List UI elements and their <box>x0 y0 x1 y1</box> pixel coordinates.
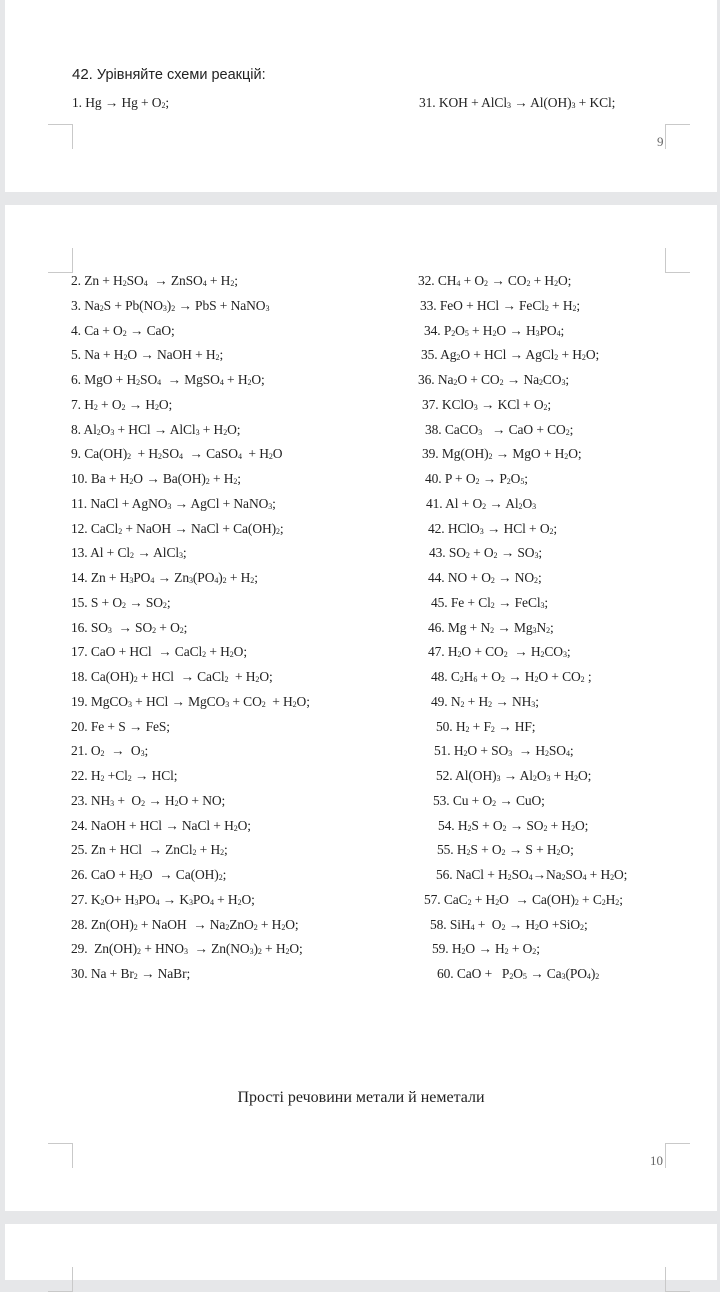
equation-36: 36. $Na_2O + CO_2 \to Na_2CO_3$; <box>418 372 570 387</box>
equation-51: 51. $H_2O + SO_3 \to H_2SO_4$; <box>434 743 574 759</box>
equation-50: 50. $H_2 + F_2$ → HF; <box>436 718 536 734</box>
equation-7: 7. $H_2 + O_2 \to H_2O$; <box>71 396 173 412</box>
equation-38: 38. CaCO$_3$ → CaO + $CO_2$; <box>425 421 574 437</box>
equation-49: 49. $N_2 + H_2 \to NH_3$; <box>431 693 539 709</box>
margin-corner-bottom-left <box>48 1143 73 1168</box>
equation-3: 3. $Na_2S + Pb(NO_3)_2$ → PbS + NaNO$_3$ <box>71 297 270 313</box>
equation-43: 43. $SO_2 + O_2 \to SO_3$; <box>429 545 543 561</box>
equation-13: 13. $Al + Cl_2$ → AlCl$_3$; <box>71 545 187 561</box>
equation-40: 40. $P + O_2 \to P_2O_5$; <box>425 471 528 486</box>
equation-56: 56. NaCl + $H_2SO_4\to Na_2SO_4 + H_2O$; <box>436 867 628 882</box>
page-number: 10 <box>650 1153 663 1168</box>
equation-41: 41. $Al + O_2 \to Al_2O_3$ <box>426 495 537 511</box>
equation-4: 4. $Ca + O_2$ → CaO; <box>71 322 175 338</box>
equation-26: 26. CaO + $H_2O \to Ca(OH)_2$; <box>71 867 227 882</box>
equation-27: 27. $K_2O+ H_3PO_4 \to K_3PO_4 + H_2O$; <box>71 891 255 907</box>
equation-59: 59. $H_2O \to H_2 + O_2$; <box>432 941 540 957</box>
equation-31: 31. KOH + AlCl$_3$ → $Al(OH)_3$ + KCl; <box>419 95 616 110</box>
equation-45: 45. $Fe + Cl_2$ → FeCl$_3$; <box>431 594 549 610</box>
equation-60: 60. CaO + $P_2O_5 \to Ca_3(PO_4)_2$ <box>437 966 600 981</box>
margin-corner-top-right <box>665 248 690 273</box>
equation-6: 6. MgO + $H_2SO_4$ → MgSO$_4$ + $H_2O$; <box>71 372 265 387</box>
margin-corner-bottom-right <box>665 124 690 149</box>
equation-52: 52. $Al(OH)_3 \to Al_2O_3 + H_2O$; <box>436 768 592 783</box>
equation-21: 21. $O_2 \to O_3$; <box>71 743 149 759</box>
equation-16: 16. $SO_3 \to SO_2 + O_2$; <box>71 619 188 635</box>
equation-28: 28. $Zn(OH)_2$ + NaOH → $Na_2ZnO_2 + H_2O$; <box>71 916 299 932</box>
task-title <box>72 66 266 83</box>
document-page-10 <box>5 205 717 1211</box>
equation-8: 8. $Al_2O_3$ + HCl → AlCl$_3$ + $H_2O$; <box>71 421 241 437</box>
equation-48: 48. $C_2H_6 + O_2 \to H_2O + CO_2$ ; <box>431 669 592 684</box>
page-number: 9 <box>657 134 664 149</box>
equation-54: 54. $H_2S + O_2 \to SO_2 + H_2O$; <box>438 817 589 833</box>
equation-32: 32. $CH_4 + O_2 \to CO_2 + H_2O$; <box>418 273 572 288</box>
margin-corner-top-left <box>48 248 73 273</box>
margin-corner-bottom-left <box>48 124 73 149</box>
equation-14: 14. $Zn + H_3PO_4 \to Zn_3(PO_4)_2 + H_2$; <box>71 570 258 585</box>
task-instruction: Урівняйте схеми реакцій: <box>96 67 266 83</box>
equation-30: 30. $Na + Br_2$ → NaBr; <box>71 966 191 981</box>
equation-33: 33. FeO + HCl → FeCl$_2$ + $H_2$; <box>420 297 581 313</box>
task-number: 42. <box>72 66 93 83</box>
equation-24: 24. NaOH + HCl → NaCl + $H_2O$; <box>71 817 251 833</box>
equation-37: 37. KClO$_3$ → KCl + $O_2$; <box>422 396 552 412</box>
equation-18: 18. $Ca(OH)_2$ + HCl → CaCl$_2$ + $H_2O$; <box>71 669 273 684</box>
document-page-9 <box>5 0 717 192</box>
equation-29: 29. $Zn(OH)_2 + HNO_3 \to Zn(NO_3)_2 + H_2O$; <box>71 941 303 957</box>
equation-53: 53. $Cu + O_2$ → CuO; <box>433 792 545 808</box>
equation-9: 9. $Ca(OH)_2 + H_2SO_4$ → CaSO$_4$ + $H_2O$ <box>71 446 283 462</box>
equation-39: 39. $Mg(OH)_2$ → MgO + $H_2O$; <box>422 446 582 462</box>
equation-15: 15. $S + O_2 \to SO_2$; <box>71 594 171 610</box>
equation-44: 44. NO + $O_2 \to NO_2$; <box>428 570 542 585</box>
equation-11: 11. NaCl + AgNO$_3$ → AgCl + NaNO$_3$; <box>71 495 276 511</box>
equation-1: 1. $Hg \to Hg + O_2$; <box>72 95 170 110</box>
equation-20: 20. Fe + S → FeS; <box>71 718 170 734</box>
equation-10: 10. $Ba + H_2O \to Ba(OH)_2 + H_2$; <box>71 471 241 486</box>
equation-25: 25. Zn + HCl → ZnCl$_2$ + $H_2$; <box>71 842 228 858</box>
equation-22: 22. $H_2 +Cl_2$ → HCl; <box>71 768 178 783</box>
section-heading: Прості речовини метали й неметали <box>237 1089 485 1106</box>
equation-58: 58. $SiH_4 + O_2 \to H_2O +SiO_2$; <box>430 916 588 932</box>
document-page-11 <box>5 1224 717 1280</box>
equation-2: 2. $Zn + H_2SO_4$ → ZnSO$_4$ + $H_2$; <box>71 273 238 288</box>
equation-5: 5. $Na + H_2O$ → NaOH + $H_2$; <box>71 347 224 363</box>
margin-corner-bottom-right <box>665 1143 690 1168</box>
equation-23: 23. $NH_3 + O_2 \to H_2O$ + NO; <box>71 792 226 808</box>
equation-47: 47. $H_2O + CO_2 \to H_2CO_3$; <box>428 644 571 660</box>
equation-19: 19. MgCO$_3$ + HCl → MgCO$_3$ + $CO_2 + H_2O$; <box>71 693 310 709</box>
equation-34: 34. $P_2O_5 + H_2O \to H_3PO_4$; <box>424 322 565 338</box>
equation-55: 55. $H_2S + O_2 \to S + H_2O$; <box>437 842 574 858</box>
equation-42: 42. HClO$_3$ → HCl + $O_2$; <box>428 520 558 536</box>
equation-12: 12. CaCl$_2$ + NaOH → NaCl + $Ca(OH)_2$; <box>71 520 284 536</box>
equation-46: 46. $Mg + N_2 \to Mg_3N_2$; <box>428 619 554 635</box>
equation-35: 35. $Ag_2O$ + HCl → AgCl$_2$ + $H_2O$; <box>421 347 600 363</box>
equation-57: 57. $CaC_2 + H_2O \to Ca(OH)_2 + C_2H_2$; <box>424 891 623 907</box>
equation-17: 17. CaO + HCl → CaCl$_2$ + $H_2O$; <box>71 644 247 660</box>
